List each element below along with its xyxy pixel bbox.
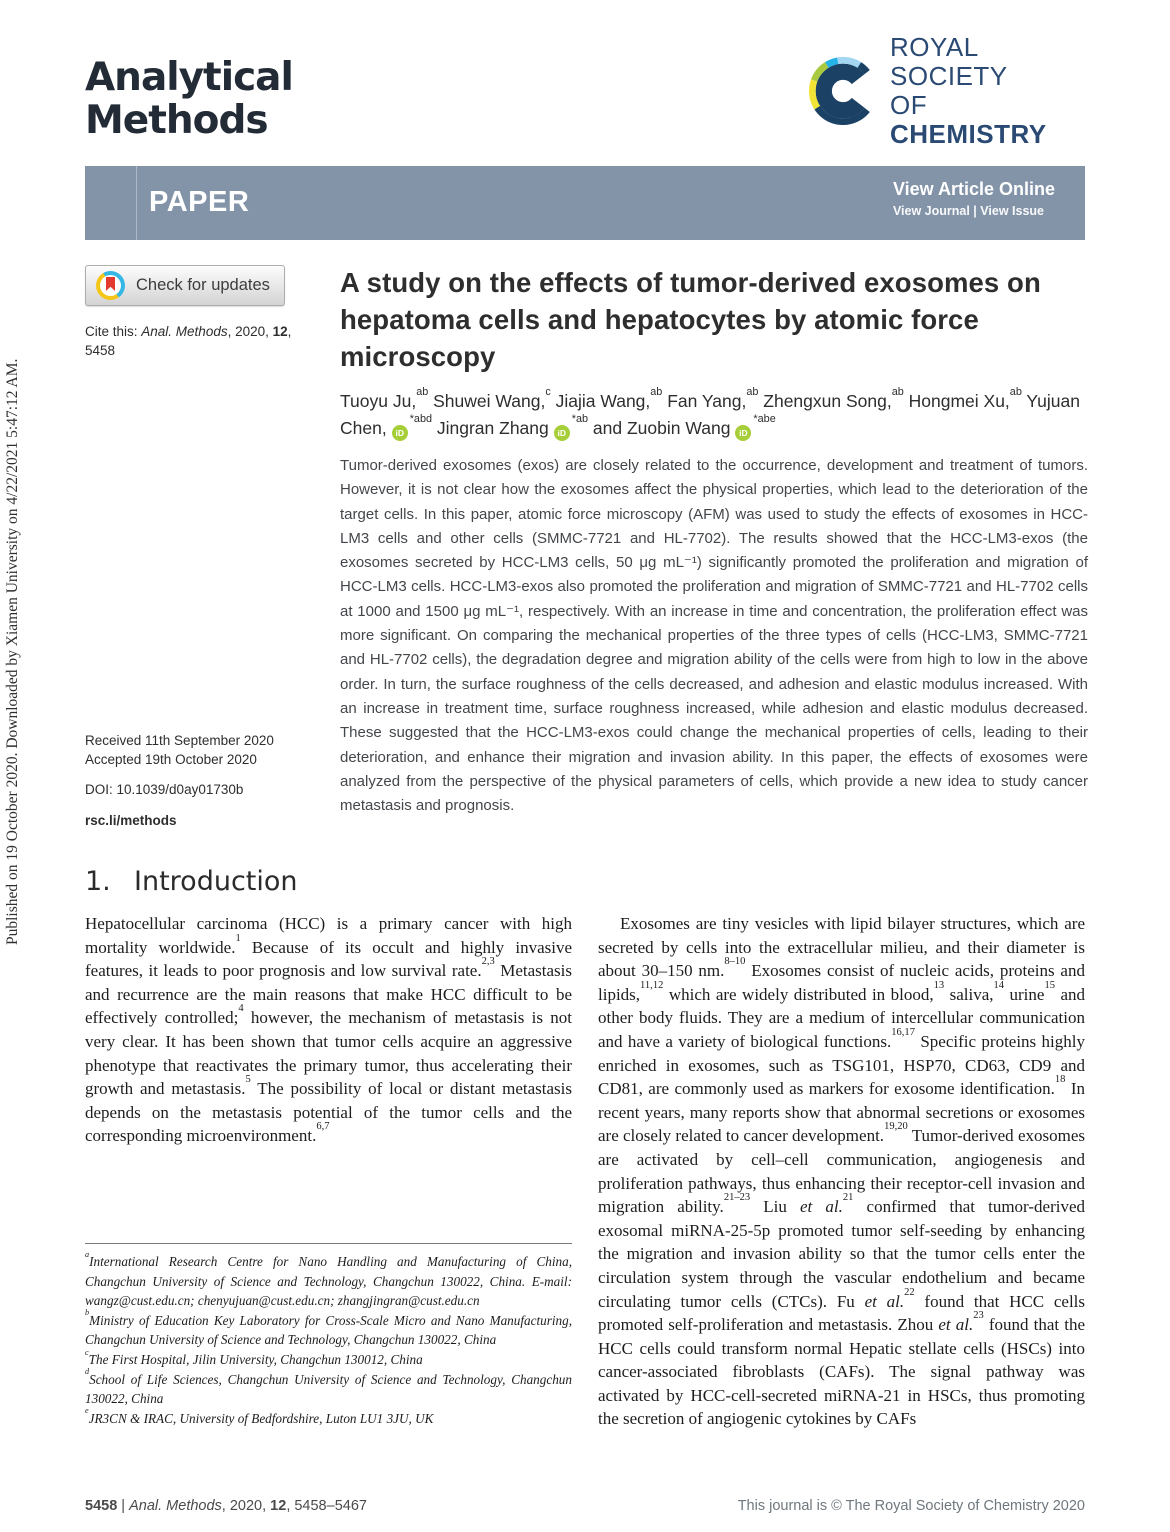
body-column-right bbox=[598, 912, 1085, 1431]
author-name: Hongmei Xu, bbox=[903, 391, 1010, 411]
rsc-wordmark-line1: ROYAL SOCIETY bbox=[890, 32, 1008, 91]
author-affiliation-marker: *abe bbox=[753, 412, 776, 425]
check-for-updates-label: Check for updates bbox=[136, 276, 270, 294]
author-name: Zhengxun Song, bbox=[758, 391, 892, 411]
journal-name bbox=[85, 56, 293, 142]
crossmark-icon bbox=[96, 271, 125, 300]
author-name: Shuwei Wang, bbox=[428, 391, 546, 411]
banner-links bbox=[893, 179, 1055, 218]
affiliation-footnote: $^b$Ministry of Education Key Laboratory for Cross-Scale Micro and Nano Manufacturing, Changchun University of Science and Technology, Changchun 130022, China bbox=[85, 1308, 572, 1348]
affiliation-footnote: $^a$International Research Centre for Nano Handling and Manufacturing of China, Changchun University of Science and Technology, Changchun 130022, China. E-mail: wangz@cust.edu.cn; chenyujuan@cust.edu.cn; zhangjingran@cust.edu.cn bbox=[85, 1249, 572, 1309]
doi-text: DOI: 10.1039/d0ay01730b bbox=[85, 782, 244, 797]
article-history bbox=[85, 731, 325, 830]
author-name: Fan Yang, bbox=[662, 391, 747, 411]
link-separator: | bbox=[969, 204, 981, 218]
intro-paragraph-left: Hepatocellular carcinoma (HCC) is a primary cancer with high mortality worldwide.$^1$ Because of its occult and highly invasive features, it leads to poor prognosis and low survival rate.$^{2,3}$ Metastasis and recurrence are the main reasons that make HCC difficult to be effectively controlled;$^4$ however, the mechanism of metastasis is not very clear. It has been shown that tumor cells acquire an aggressive phenotype that reactivates the primary tumor, thus accelerating their growth and metastasis.$^5$ The possibility of local or distant metastasis depends on the metastasis potential of the tumor cells and the corresponding microenvironment.$^{6,7}$ bbox=[85, 914, 573, 1146]
paper-type-banner bbox=[85, 166, 1085, 240]
author-name: Jiajia Wang, bbox=[550, 391, 651, 411]
author-affiliation-marker: c bbox=[545, 385, 551, 398]
author-affiliation-marker: *abd bbox=[409, 412, 433, 425]
journal-name-line1: Analytical bbox=[85, 55, 293, 100]
footer-copyright: This journal is © The Royal Society of Chemistry 2020 bbox=[737, 1498, 1085, 1514]
orcid-icon[interactable]: iD bbox=[554, 425, 570, 441]
view-article-online-link[interactable]: View Article Online bbox=[892, 179, 1055, 199]
author-name: Tuoyu Ju, bbox=[340, 391, 417, 411]
author-name: Jingran Zhang bbox=[432, 418, 549, 438]
author-name: and Zuobin Wang bbox=[588, 418, 731, 438]
author-list bbox=[340, 385, 1090, 442]
rsc-wordmark bbox=[890, 33, 1090, 149]
intro-paragraph-right: Exosomes are tiny vesicles with lipid bilayer structures, which are secreted by cells into the extracellular milieu, and their diameter is about 30–150 nm.$^{8-10}$ Exosomes consist of nucleic acids, proteins and lipids,$^{11,12}$ which are widely distributed in blood,$^{13}$ saliva,$^{14}$ urine$^{15}$ and other body fluids. They are a medium of intercellular communication and have a variety of biological functions.$^{16,17}$ Specific proteins highly enriched in exosomes, such as TSG101, HSP70, CD63, CD9 and CD81, are commonly used as markers for exosome identification.$^{18}$ In recent years, many reports show that abnormal secretions or exosomes are closely related to cancer development.$^{19,20}$ Tumor-derived exosomes are activated by cell–cell communication, angiogenesis and proliferation pathways, thus enhancing their receptor-cell invasion and migration ability.$^{21-23}$ Liu et al.$^{21}$ confirmed that tumor-derived exosomal miRNA-25-5p promoted tumor self-seeding by enhancing the migration and invasion ability so that the tumor cells enter the circulation system through the vascular endothelium and became circulating tumor cells (CTCs). Fu et al.$^{22}$ found that HCC cells promoted self-proliferation and metastasis. Zhou et al.$^{23}$ found that the HCC cells could transform normal Hepatic stellate cells (HSCs) into cancer-associated fibroblasts (CAFs). The signal pathway was activated by HCC-cell-secreted miRNA-21 in HSCs, thus promoting the secretion of angiogenic cytokines by CAFs bbox=[598, 914, 1086, 1429]
rsc-wordmark-line2: OF CHEMISTRY bbox=[890, 90, 1047, 149]
cite-this: Cite this: Anal. Methods, 2020, 12, 5458 bbox=[85, 324, 292, 358]
rsc-logo bbox=[806, 32, 1090, 149]
affiliation-footnote: $^e$JR3CN & IRAC, University of Bedfordshire, Luton LU1 3JU, UK bbox=[85, 1406, 434, 1426]
affiliation-footnotes bbox=[85, 1249, 572, 1428]
author-affiliation-marker: ab bbox=[416, 385, 429, 398]
paper-type-label: PAPER bbox=[149, 186, 250, 218]
body-column-left bbox=[85, 912, 572, 1148]
author-affiliation-marker: ab bbox=[891, 385, 904, 398]
author-affiliation-marker: ab bbox=[650, 385, 663, 398]
journal-name-line2: Methods bbox=[85, 98, 268, 143]
footnote-divider bbox=[85, 1243, 572, 1244]
received-date: Received 11th September 2020 bbox=[85, 733, 274, 748]
abstract-text: Tumor-derived exosomes (exos) are closely related to the occurrence, development and treatment of tumors. However, it is not clear how the exosomes affect the physical properties, which lead to the deterioration of the target cells. In this paper, atomic force microscopy (AFM) was used to study the effects of exosomes in HCC-LM3 cells and other cells (SMMC-7721 and HL-7702). The results showed that the HCC-LM3-exos (the exosomes secreted by HCC-LM3 cells, 50 μg mL⁻¹) significantly promoted the proliferation and migration of HCC-LM3 cells. HCC-LM3-exos also promoted the proliferation and migration of SMMC-7721 and HL-7702 cells at 1000 and 1500 μg mL⁻¹, respectively. With an increase in time and concentration, the proliferation effect was more significant. On comparing the mechanical properties of the three types of cells (HCC-LM3, SMMC-7721 and HL-7702 cells), the degradation degree and migration ability of the cells were from high to low in the above order. In turn, the surface roughness of the cells decreased, and adhesion and elastic modulus increased. With an increase in treatment time, surface roughness increased, while adhesion and elastic modulus decreased. These suggested that the HCC-LM3-exos could change the mechanical properties of cells, leading to their deterioration, and enhance their migration and invasion ability. In this paper, the effects of exosomes were analyzed from the perspective of the physical parameters of cells, which provide a new idea to study cancer metastasis and prognosis. bbox=[340, 457, 1088, 815]
author-affiliation-marker: ab bbox=[746, 385, 759, 398]
author-affiliation-marker: *ab bbox=[571, 412, 589, 425]
section-number: 1. bbox=[85, 866, 111, 897]
rsc-c-icon bbox=[806, 54, 880, 128]
section-heading-introduction bbox=[85, 866, 298, 897]
affiliation-footnote: $^d$School of Life Sciences, Changchun University of Science and Technology, Changchun 130022, China bbox=[85, 1367, 572, 1407]
author-affiliation-marker: ab bbox=[1009, 385, 1022, 398]
orcid-icon[interactable]: iD bbox=[392, 425, 408, 441]
view-journal-link[interactable]: View Journal bbox=[892, 204, 970, 218]
publication-download-note: Published on 19 October 2020. Downloaded by Xiamen University on 4/22/2021 5:47:12 AM. bbox=[4, 358, 21, 945]
page-footer bbox=[85, 1498, 1085, 1514]
accepted-date: Accepted 19th October 2020 bbox=[85, 752, 257, 767]
affiliation-footnote: $^c$The First Hospital, Jilin University, Changchun 130012, China bbox=[85, 1347, 423, 1367]
orcid-icon[interactable]: iD bbox=[735, 425, 751, 441]
journal-masthead bbox=[85, 56, 293, 142]
footer-citation: 5458 | Anal. Methods, 2020, 12, 5458–5467 bbox=[85, 1498, 367, 1514]
view-issue-link[interactable]: View Issue bbox=[980, 204, 1044, 218]
view-journal-issue-links bbox=[893, 204, 1055, 218]
author-name: Yujuan Chen, bbox=[340, 391, 1080, 438]
section-title: Introduction bbox=[134, 866, 298, 897]
rsc-methods-link[interactable]: rsc.li/methods bbox=[85, 813, 177, 828]
check-for-updates-button[interactable] bbox=[85, 265, 285, 306]
article-title: A study on the effects of tumor-derived exosomes on hepatoma cells and hepatocytes by atomic force microscopy bbox=[340, 267, 1041, 372]
